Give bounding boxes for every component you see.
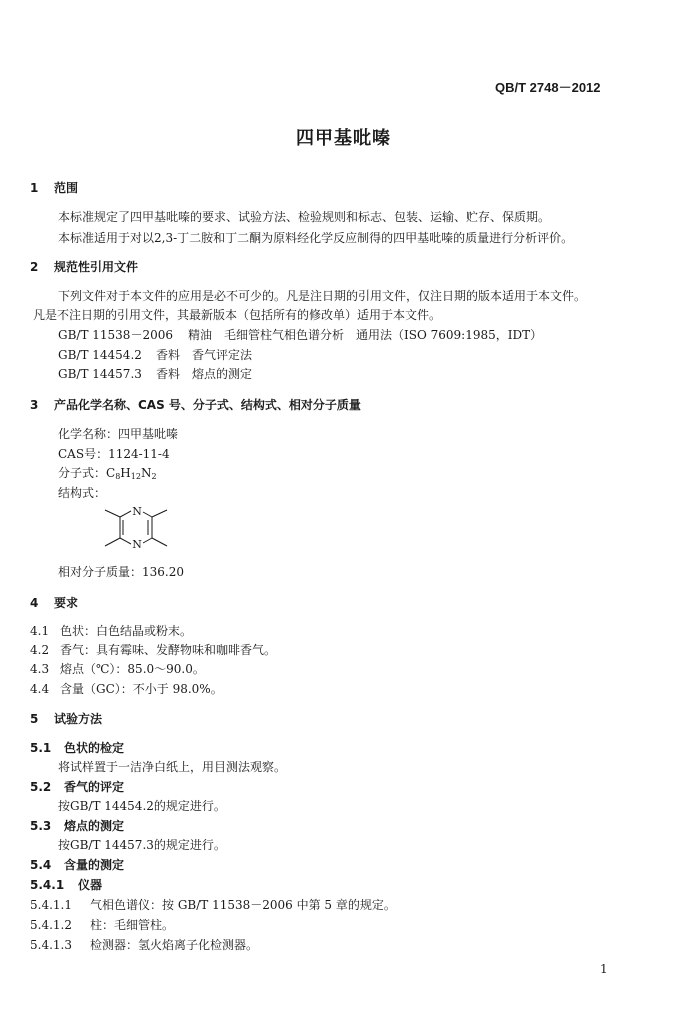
section-2-paragraph-line-1: 下列文件对于本文件的应用是必不可少的。凡是注日期的引用文件，仅注日期的版本适用于本文件。	[58, 289, 587, 303]
standard-code: QB/T 2748－2012	[495, 80, 601, 95]
clause-text: 香气：具有霉味、发酵物味和咖啡香气。	[60, 643, 277, 657]
clause-text: 气相色谱仪：按 GB/T 11538－2006 中第 5 章的规定。	[90, 898, 396, 912]
clause-title: 仪器	[78, 878, 103, 892]
chemical-name: 化学名称：四甲基吡嗪	[58, 427, 179, 441]
subsection-5-4-heading	[30, 856, 124, 873]
relative-molecular-mass: 相对分子质量：136.20	[58, 565, 184, 579]
section-title: 规范性引用文件	[54, 260, 139, 274]
methyl-bond	[152, 510, 167, 517]
ring-bond	[120, 538, 131, 544]
section-1-heading	[30, 179, 78, 196]
clause-text: 熔点（℃）：85.0～90.0。	[60, 662, 205, 676]
reference-code: GB/T 11538－2006	[58, 328, 173, 342]
clause-number: 5.4.1.2	[30, 918, 72, 932]
cas-number: CAS号：1124-11-4	[58, 447, 170, 461]
section-3-heading	[30, 396, 361, 413]
molecular-formula: 分子式：$C_8H_{12}N_2$	[58, 466, 157, 481]
reference-title: 香料 熔点的测定	[156, 367, 253, 381]
formula-label: 分子式：	[58, 466, 107, 480]
methyl-bond	[105, 510, 120, 517]
clause-number: 4.1	[30, 624, 50, 638]
clause-number: 5.1	[30, 741, 52, 755]
section-title: 范围	[54, 181, 79, 195]
clause-number: 5.4.1.1	[30, 898, 72, 912]
clause-5-4-1-3	[30, 936, 258, 953]
section-4-heading	[30, 594, 78, 611]
section-number: 2	[30, 260, 39, 274]
structure-label: 结构式：	[58, 486, 107, 500]
section-2-heading	[30, 258, 138, 275]
subsection-5-3-heading	[30, 817, 124, 834]
reference-item	[58, 365, 252, 382]
clause-number: 5.2	[30, 780, 52, 794]
methyl-bond	[105, 538, 120, 546]
clause-title: 香气的评定	[64, 780, 125, 794]
clause-number: 4.3	[30, 662, 50, 676]
clause-text: 按GB/T 14454.2的规定进行。	[58, 799, 226, 813]
clause-text: 柱：毛细管柱。	[90, 918, 175, 932]
nitrogen-atom-bottom: N	[132, 538, 142, 551]
section-title: 要求	[54, 596, 79, 610]
clause-5-4-1-2	[30, 916, 174, 933]
clause-number: 4.4	[30, 682, 50, 696]
subsection-5-2-heading	[30, 778, 124, 795]
reference-code: GB/T 14457.3	[58, 367, 142, 381]
reference-code: GB/T 14454.2	[58, 348, 142, 362]
requirement-item	[30, 641, 276, 658]
clause-text: 检测器：氢火焰离子化检测器。	[90, 938, 259, 952]
clause-text: 色状：白色结晶或粉末。	[60, 624, 193, 638]
subsection-5-1-heading	[30, 739, 124, 756]
ring-bond	[143, 538, 152, 543]
clause-number: 5.4.1	[30, 878, 65, 892]
clause-text: 将试样置于一洁净白纸上，用目测法观察。	[58, 760, 287, 774]
section-number: 5	[30, 712, 39, 726]
requirement-item	[30, 680, 223, 697]
clause-number: 4.2	[30, 643, 50, 657]
clause-title: 色状的检定	[64, 741, 125, 755]
section-1-paragraph-1: 本标准规定了四甲基吡嗪的要求、试验方法、检验规则和标志、包装、运输、贮存、保质期。	[58, 210, 551, 224]
section-1-paragraph-2: 本标准适用于对以2,3-丁二胺和丁二酮为原料经化学反应制得的四甲基吡嗪的质量进行分析评价。	[58, 231, 574, 245]
clause-number: 5.4	[30, 858, 52, 872]
methyl-bond	[152, 538, 167, 546]
clause-title: 含量的测定	[64, 858, 125, 872]
document-title: 四甲基吡嗪	[296, 128, 391, 149]
page-number: 1	[600, 962, 608, 976]
clause-number: 5.3	[30, 819, 52, 833]
reference-title: 精油 毛细管柱气相色谱分析 通用法（ISO 7609:1985，IDT）	[188, 328, 543, 342]
requirement-item	[30, 660, 205, 677]
reference-title: 香料 香气评定法	[156, 348, 253, 362]
clause-text: 含量（GC）：不小于 98.0%。	[60, 682, 223, 696]
ring-bond	[120, 511, 131, 517]
section-2-paragraph-line-2: 凡是不注日期的引用文件，其最新版本（包括所有的修改单）适用于本文件。	[33, 308, 442, 322]
clause-number: 5.4.1.3	[30, 938, 72, 952]
section-title: 产品化学名称、CAS 号、分子式、结构式、相对分子质量	[54, 398, 361, 412]
reference-item	[58, 346, 252, 363]
ring-bond	[143, 512, 152, 517]
clause-text: 按GB/T 14457.3的规定进行。	[58, 838, 226, 852]
section-number: 3	[30, 398, 39, 412]
reference-item	[58, 326, 542, 343]
structural-formula-diagram	[95, 503, 175, 559]
section-title: 试验方法	[54, 712, 103, 726]
section-number: 1	[30, 181, 39, 195]
section-number: 4	[30, 596, 39, 610]
clause-title: 熔点的测定	[64, 819, 125, 833]
clause-5-4-1-1	[30, 896, 396, 913]
section-5-heading	[30, 710, 102, 727]
requirement-item	[30, 622, 192, 639]
subsection-5-4-1-heading	[30, 876, 102, 893]
nitrogen-atom-top: N	[132, 505, 142, 518]
